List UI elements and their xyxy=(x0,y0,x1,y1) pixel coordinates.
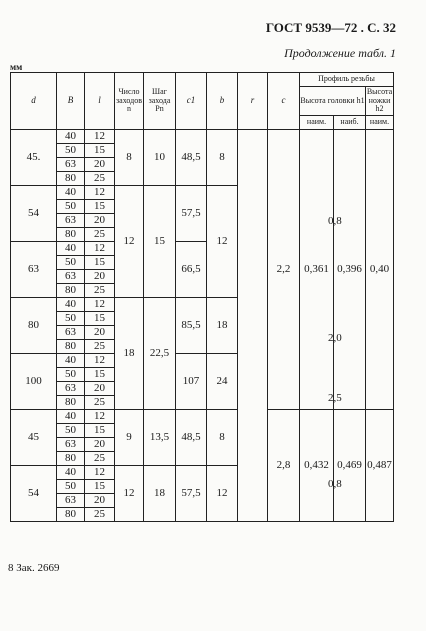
cell-l: 25 xyxy=(85,172,115,186)
col-pn-header: Шаг захода Pn xyxy=(144,73,176,130)
cell-c1: 66,5 xyxy=(176,242,207,298)
cell-h1-max: 0,469 xyxy=(334,410,366,522)
cell-d: 80 xyxy=(11,298,57,354)
cell-b: 18 xyxy=(207,298,238,354)
cell-l: 20 xyxy=(85,494,115,508)
col-c1-header: c1 xyxy=(176,73,207,130)
cell-n: 9 xyxy=(115,410,144,466)
cell-B: 80 xyxy=(57,340,85,354)
cell-d: 54 xyxy=(11,186,57,242)
cell-B: 40 xyxy=(57,410,85,424)
cell-B: 40 xyxy=(57,354,85,368)
cell-B: 63 xyxy=(57,270,85,284)
cell-l: 25 xyxy=(85,340,115,354)
cell-l: 15 xyxy=(85,200,115,214)
cell-c1: 48,5 xyxy=(176,130,207,186)
unit-label: мм xyxy=(10,62,23,72)
cell-B: 50 xyxy=(57,312,85,326)
cell-d: 45. xyxy=(11,130,57,186)
thread-profile-header: Профиль резьбы xyxy=(300,73,394,87)
cell-B: 80 xyxy=(57,508,85,522)
col-n-header: Число заходов n xyxy=(115,73,144,130)
page-footer: 8 Зак. 2669 xyxy=(8,562,60,574)
cell-pn: 15 xyxy=(144,186,176,298)
cell-l: 15 xyxy=(85,424,115,438)
cell-l: 20 xyxy=(85,326,115,340)
cell-h1-min: 0,432 xyxy=(300,410,334,522)
cell-h2-min: 0,40 xyxy=(366,130,394,410)
cell-B: 50 xyxy=(57,144,85,158)
cell-B: 50 xyxy=(57,200,85,214)
h1-header: Высота головки h1 xyxy=(300,87,366,116)
cell-c1: 85,5 xyxy=(176,298,207,354)
cell-B: 63 xyxy=(57,326,85,340)
cell-l: 12 xyxy=(85,298,115,312)
r-value-3: 2,5 xyxy=(328,392,342,404)
cell-pn: 22,5 xyxy=(144,298,176,410)
cell-l: 12 xyxy=(85,186,115,200)
r-value-4: 0,8 xyxy=(328,478,342,490)
cell-pn: 13,5 xyxy=(144,410,176,466)
cell-b: 12 xyxy=(207,466,238,522)
cell-B: 40 xyxy=(57,242,85,256)
cell-l: 12 xyxy=(85,242,115,256)
cell-c1: 57,5 xyxy=(176,466,207,522)
cell-B: 63 xyxy=(57,438,85,452)
cell-d: 63 xyxy=(11,242,57,298)
cell-B: 80 xyxy=(57,452,85,466)
cell-l: 20 xyxy=(85,382,115,396)
col-l-header: l xyxy=(85,73,115,130)
col-B-header: B xyxy=(57,73,85,130)
cell-n: 8 xyxy=(115,130,144,186)
h1-min-header: наим. xyxy=(300,115,334,129)
cell-h2-min: 0,487 xyxy=(366,410,394,522)
cell-B: 63 xyxy=(57,158,85,172)
cell-B: 80 xyxy=(57,228,85,242)
cell-l: 15 xyxy=(85,312,115,326)
cell-l: 25 xyxy=(85,228,115,242)
cell-B: 80 xyxy=(57,396,85,410)
cell-B: 40 xyxy=(57,186,85,200)
cell-B: 40 xyxy=(57,466,85,480)
cell-B: 50 xyxy=(57,424,85,438)
table-continuation-note: Продолжение табл. 1 xyxy=(284,46,396,60)
cell-pn: 18 xyxy=(144,466,176,522)
cell-l: 12 xyxy=(85,410,115,424)
cell-l: 12 xyxy=(85,466,115,480)
cell-pn: 10 xyxy=(144,130,176,186)
col-d-header: d xyxy=(11,73,57,130)
cell-B: 80 xyxy=(57,172,85,186)
cell-B: 63 xyxy=(57,382,85,396)
col-b-header: b xyxy=(207,73,238,130)
cell-b: 8 xyxy=(207,130,238,186)
col-r-header: r xyxy=(238,73,268,130)
h1-max-header: наиб. xyxy=(334,115,366,129)
h2-min-header: наим. xyxy=(366,115,394,129)
cell-c: 2,8 xyxy=(268,410,300,522)
cell-B: 50 xyxy=(57,480,85,494)
cell-c: 2,2 xyxy=(268,130,300,410)
cell-B: 63 xyxy=(57,214,85,228)
cell-c1: 107 xyxy=(176,354,207,410)
cell-l: 15 xyxy=(85,480,115,494)
cell-b: 8 xyxy=(207,410,238,466)
cell-B: 50 xyxy=(57,256,85,270)
cell-l: 20 xyxy=(85,214,115,228)
cell-b: 12 xyxy=(207,186,238,298)
cell-d: 100 xyxy=(11,354,57,410)
cell-B: 80 xyxy=(57,284,85,298)
cell-b: 24 xyxy=(207,354,238,410)
h2-header: Высота ножки h2 xyxy=(366,87,394,116)
r-value-2: 2,0 xyxy=(328,332,342,344)
cell-l: 20 xyxy=(85,158,115,172)
r-value-1: 0,8 xyxy=(328,215,342,227)
cell-h1-min: 0,361 xyxy=(300,130,334,410)
cell-d: 45 xyxy=(11,410,57,466)
cell-l: 20 xyxy=(85,438,115,452)
cell-l: 25 xyxy=(85,508,115,522)
cell-l: 15 xyxy=(85,256,115,270)
cell-c1: 57,5 xyxy=(176,186,207,242)
cell-c1: 48,5 xyxy=(176,410,207,466)
cell-l: 12 xyxy=(85,354,115,368)
cell-n: 18 xyxy=(115,298,144,410)
cell-B: 40 xyxy=(57,298,85,312)
cell-l: 25 xyxy=(85,396,115,410)
cell-n: 12 xyxy=(115,466,144,522)
cell-r xyxy=(238,410,268,522)
cell-r xyxy=(238,130,268,410)
cell-l: 20 xyxy=(85,270,115,284)
cell-l: 15 xyxy=(85,144,115,158)
page-header: ГОСТ 9539—72 . С. 32 xyxy=(265,20,396,35)
cell-l: 25 xyxy=(85,452,115,466)
col-c-header: c xyxy=(268,73,300,130)
cell-n: 12 xyxy=(115,186,144,298)
cell-B: 40 xyxy=(57,130,85,144)
cell-l: 15 xyxy=(85,368,115,382)
cell-B: 50 xyxy=(57,368,85,382)
cell-d: 54 xyxy=(11,466,57,522)
cell-B: 63 xyxy=(57,494,85,508)
dimension-table xyxy=(10,72,394,522)
cell-h1-max: 0,396 xyxy=(334,130,366,410)
cell-l: 25 xyxy=(85,284,115,298)
cell-l: 12 xyxy=(85,130,115,144)
